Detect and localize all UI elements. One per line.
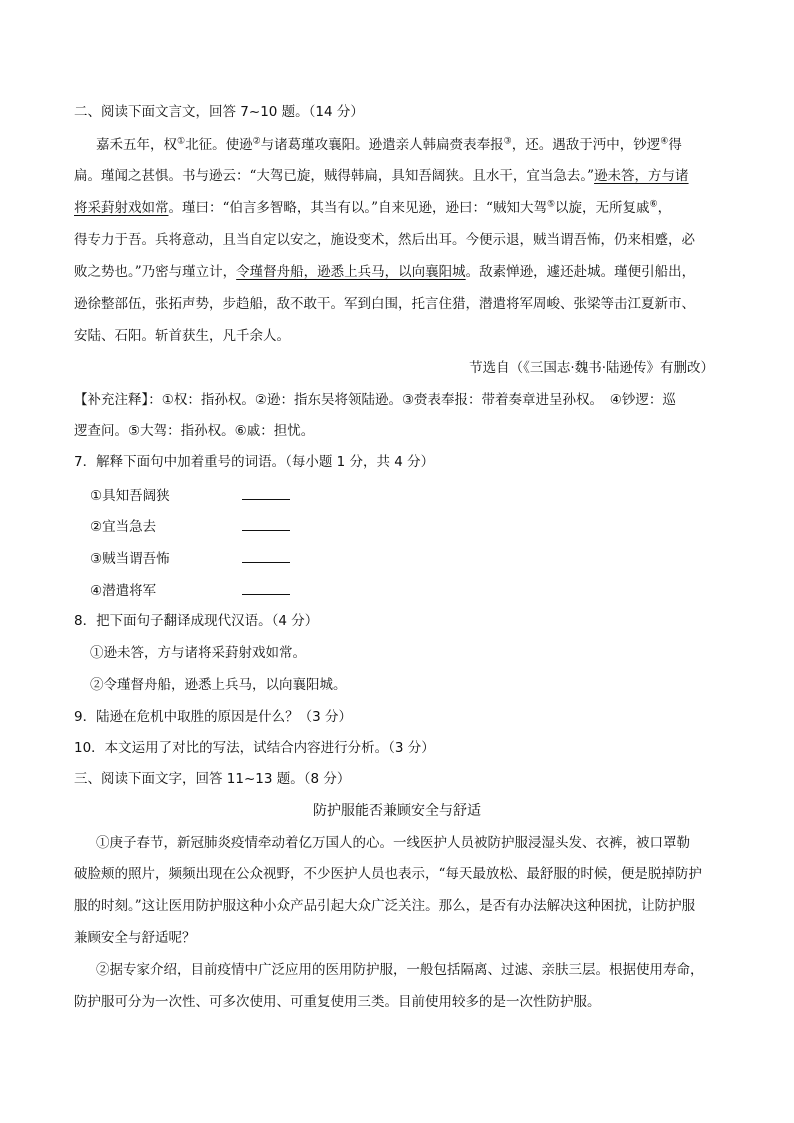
passage-source: 节选自（《三国志·魏书·陆逊传》有删改） — [469, 360, 714, 376]
footnote-marker: ② — [252, 136, 261, 147]
q7-item-2 — [90, 516, 290, 537]
footnote-marker: ① — [177, 136, 186, 147]
q7-item-1 — [90, 485, 290, 506]
passage-text: 扁。瑾闻之甚惧。书与逊云：“大驾已旋，贼得韩扁，具知吾阔狭。且水干，宜当急去。” — [74, 168, 595, 184]
answer-blank[interactable] — [242, 548, 290, 563]
q7-prompt: 7．解释下面句中加着重号的词语。（每小题 1 分，共 4 分） — [74, 454, 435, 470]
footnote-marker: ③ — [503, 136, 512, 147]
answer-blank[interactable] — [242, 580, 290, 595]
q8-sentence-1: ①逊未答，方与诸将采葑射戏如常。 — [90, 645, 306, 661]
q7-item-4 — [90, 580, 290, 601]
q7-term: ④潜遣将军 — [90, 583, 157, 599]
notes-line-2: 逻查问。⑤大驾：指孙权。⑥戚：担忧。 — [74, 423, 315, 439]
footnote-marker: ⑥ — [649, 199, 658, 210]
notes-line-1: 【补充注释】：①权：指孙权。②逊：指东吴将领陆逊。③赍表奉报：带着奏章进呈孙权。 ④钞逻：巡 — [74, 392, 676, 408]
passage-text: ，还。遇敌于沔中，钞逻 — [511, 137, 661, 153]
q8-prompt: 8．把下面句子翻译成现代汉语。（4 分） — [74, 613, 319, 629]
passage-text: 北征。使逊 — [185, 137, 253, 153]
q7-item-3 — [90, 548, 290, 569]
passage-text: 与诸葛瑾攻襄阳。逊遣亲人韩扁赍表奉报 — [260, 137, 504, 153]
section2-heading: 二、阅读下面文言文，回答 7~10 题。（14 分） — [74, 104, 364, 120]
passage-line-1 — [96, 135, 682, 155]
passage-text: 败之势也。”乃密与瑾立计， — [74, 264, 237, 280]
section3-heading: 三、阅读下面文字，回答 11~13 题。（8 分） — [74, 771, 351, 787]
passage-text: 以旋，无所复戚 — [555, 200, 650, 216]
q10-prompt: 10．本文运用了对比的写法，试结合内容进行分析。（3 分） — [74, 740, 435, 756]
passage-line-3: 将采葑射戏如常。瑾曰：“伯言多智略，其当有以。”自来见逊，逊曰：“贼知大驾⑤以旋，无所复戚⑥， — [74, 199, 672, 216]
answer-blank[interactable] — [242, 516, 290, 531]
article-p2-line-1: ②据专家介绍，目前疫情中广泛应用的医用防护服，一般包括隔离、过滤、亲肤三层。根据使用寿命， — [96, 962, 704, 978]
q7-term: ①具知吾阔狭 — [90, 488, 170, 504]
q7-term: ②宜当急去 — [90, 519, 157, 535]
passage-text: 。敌素惮逊，遽还赴城。瑾便引船出， — [465, 264, 696, 280]
passage-line-7: 安陆、石阳。斩首获生，凡千余人。 — [74, 328, 290, 344]
footnote-marker: ④ — [660, 136, 669, 147]
passage-text: 。瑾曰：“伯言多智略，其当有以。”自来见逊，逊曰：“贼知大驾 — [168, 200, 547, 216]
footnote-marker: ⑤ — [546, 199, 556, 210]
passage-text: 得 — [668, 137, 682, 153]
q7-term: ③贼当谓吾怖 — [90, 551, 170, 567]
answer-blank[interactable] — [242, 485, 290, 500]
q8-sentence-2: ②令瑾督舟船，逊悉上兵马，以向襄阳城。 — [90, 677, 347, 693]
underlined-sentence: 令瑾督舟船，逊悉上兵马，以向襄阳城 — [236, 264, 466, 280]
article-p1-line-1: ①庚子春节，新冠肺炎疫情牵动着亿万国人的心。一线医护人员被防护服浸湿头发、衣裤，被口罩勒 — [96, 835, 690, 851]
underlined-sentence: 将采葑射戏如常 — [74, 200, 169, 216]
article-title: 防护服能否兼顾安全与舒适 — [313, 803, 481, 819]
passage-line-4: 得专力于吾。兵将意动，且当自定以安之，施设变术，然后出耳。今便示退，贼当谓吾怖，仍来相蹙，必 — [74, 232, 695, 248]
article-p1-line-4: 兼顾安全与舒适呢？ — [74, 930, 196, 946]
passage-line-2 — [74, 166, 689, 186]
underlined-sentence: 逊未答，方与诸 — [594, 168, 689, 184]
article-p2-line-2: 防护服可分为一次性、可多次使用、可重复使用三类。目前使用较多的是一次性防护服。 — [74, 994, 601, 1010]
passage-line-6: 逊徐整部伍，张拓声势，步趋船，敌不敢干。军到白围，托言住猎，潜遣将军周峻、张梁等击江夏新市、 — [74, 296, 695, 312]
passage-text: 嘉禾五年，权 — [96, 137, 177, 153]
passage-line-5 — [74, 262, 695, 282]
article-p1-line-2: 破脸颊的照片，频频出现在公众视野，不少医护人员也表示，“每天最放松、最舒服的时候，便是脱掉防护 — [74, 866, 702, 882]
q9-prompt: 9．陆逊在危机中取胜的原因是什么？（3 分） — [74, 709, 352, 725]
article-p1-line-3: 服的时刻。”这让医用防护服这种小众产品引起大众广泛关注。那么，是否有办法解决这种困扰，让防护服 — [74, 898, 696, 914]
